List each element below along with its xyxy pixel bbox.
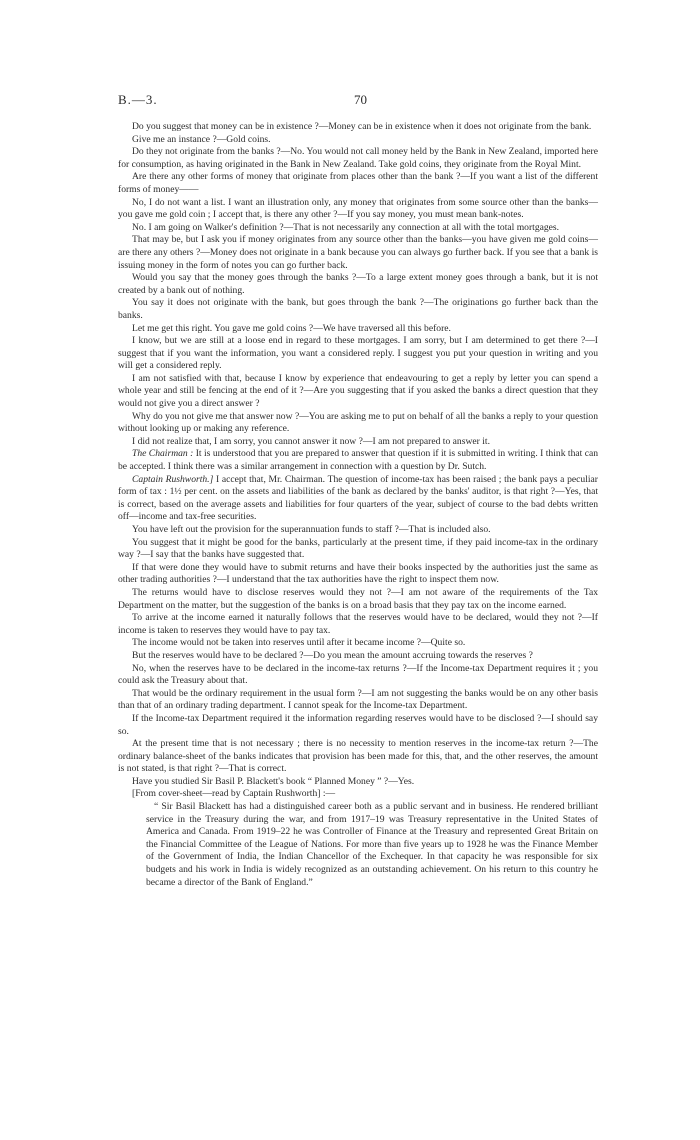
paragraph: No, I do not want a list. I want an illustration only, any money that originates from some source other than the banks—you gave me gold coin ; I accept that, is there any other ?—If you say money, you must mean bank-notes. [118, 196, 598, 221]
paragraph: To arrive at the income earned it naturally follows that the reserves would have to be declared, would they not ?—If income is taken to reserves they would have to pay tax. [118, 612, 598, 636]
paragraph: Are there any other forms of money that originate from places other than the bank ?—If you want a list of the different forms of money—— [118, 171, 598, 195]
document-body [118, 121, 598, 889]
paragraph-text: I accept that, Mr. Chairman. The question of income-tax has been raised ; the bank pays a peculiar form of tax : 1½ per cent. on the assets and liabilities of the bank as declared by the banks' auditor, is that right ?—Yes, that is correct, based on the average assets and liabilities for four quarters of the year, subject of course to the bad debts written off—income and tax-free securities. [118, 473, 598, 523]
paragraph: Do they not originate from the banks ?—No. You would not call money held by the Bank in New Zealand, imported here for consumption, as having originated in the Bank in New Zealand. Take gold coins, they originate from the Royal Mint. [118, 146, 598, 170]
page-number: 70 [354, 92, 367, 107]
paragraph: You have left out the provision for the superannuation funds to staff ?—That is included also. [132, 524, 491, 535]
paragraph: The income would not be taken into reserves until after it became income ?—Quite so. [132, 637, 466, 649]
paragraph: If that were done they would have to submit returns and have their books inspected by the authorities just the same as other trading authorities ?—I understand that the tax authorities have the right to inspect them now. [118, 561, 598, 586]
paragraph: I did not realize that, I am sorry, you cannot answer it now ?—I am not prepared to answer it. [132, 435, 490, 447]
paragraph: No, when the reserves have to be declared in the income-tax returns ?—If the Income-tax Department requires it ; you could ask the Treasury about that. [118, 662, 598, 687]
paragraph: You say it does not originate with the bank, but goes through the bank ?—The originations go further back than the banks. [118, 297, 598, 321]
paragraph: Have you studied Sir Basil P. Blackett's book “ Planned Money ” ?—Yes. [132, 775, 415, 787]
paragraph: [From cover-sheet—read by Captain Rushworth] :— [132, 788, 336, 800]
paragraph: You suggest that it might be good for the banks, particularly at the present time, if they paid income-tax in the ordinary way ?—I say that the banks have suggested that. [118, 536, 598, 561]
paragraph: Let me get this right. You gave me gold coins ?—We have traversed all this before. [132, 322, 451, 334]
paragraph-text: It is understood that you are prepared to answer that question if it is submitted in writing. I think that can be accepted. I think there was a similar arrangement in connection with a question by Dr. Sutch. [118, 448, 599, 473]
paragraph: That may be, but I ask you if money originates from any source other than the banks—you have given me gold coins—are there any others ?—Money does not originate in a bank because you can always go further back. If you see that a bank is issuing money in the form of notes you can go further back. [118, 234, 598, 271]
paragraph: The returns would have to disclose reserves would they not ?—I am not aware of the requirements of the Tax Department on the matter, but the suggestion of the banks is on a broad basis that they pay tax on the income earned. [118, 586, 598, 611]
paragraph: Give me an instance ?—Gold coins. [132, 133, 271, 145]
paragraph-chairman [118, 448, 598, 473]
paragraph: I am not satisfied with that, because I know by experience that endeavouring to get a reply by letter you can spend a whole year and still be fencing at the end of it ?—Are you suggesting that if you asked the banks a direct question that they would not give you a direct answer ? [118, 372, 598, 410]
paragraph: No. I am going on Walker's definition ?—That is not necessarily any connection at all with the total mortgages. [132, 221, 560, 233]
paragraph: That would be the ordinary requirement in the usual form ?—I am not suggesting the banks would be on any other basis than that of an ordinary trading department. I cannot speak for the Income-tax Department. [118, 687, 598, 712]
paragraph-rushworth [118, 474, 598, 524]
quoted-passage: “ Sir Basil Blackett has had a distinguished career both as a public servant and in business. He rendered brilliant service in the Treasury during the war, and from 1917–19 was Treasury representative in the United States of America and Canada. From 1919–22 he was Controller of Finance at the Treasury and represented Great Britain on the Financial Committee of the League of Nations. For more than five years up to 1928 he was the Finance Member of the Government of India, the Indian Chancellor of the Exchequer. In that capacity he was responsible for six budgets and his work in India is widely recognized as an outstanding achievement. On his return to this country he became a director of the Bank of England.” [146, 801, 598, 888]
paragraph: I know, but we are still at a loose end in regard to these mortgages. I am sorry, but I am determined to get there ?—I suggest that if you want the information, you want a considered reply. I suggest you put your question in writing and you will get a considered reply. [118, 335, 598, 372]
document-reference: B.—3. [118, 92, 158, 107]
speaker-label: The Chairman : [132, 448, 194, 460]
paragraph: But the reserves would have to be declared ?—Do you mean the amount accruing towards the reserves ? [132, 649, 533, 661]
paragraph: Would you say that the money goes through the banks ?—To a large extent money goes through a bank, but it is not created by a bank out of nothing. [118, 272, 598, 296]
paragraph: If the Income-tax Department required it the information regarding reserves would have to be disclosed ?—I should say so. [118, 712, 598, 737]
speaker-label: Captain Rushworth.] [132, 473, 214, 485]
paragraph: At the present time that is not necessary ; there is no necessity to mention reserves in the income-tax return ?—The ordinary balance-sheet of the banks indicates that provision has been made for this, that, and the other reserves, the amount is not stated, is that right ?—That is correct. [118, 738, 598, 775]
paragraph: Why do you not give me that answer now ?—You are asking me to put on behalf of all the banks a reply to your question without looking up or making any reference. [118, 410, 598, 435]
paragraph: Do you suggest that money can be in existence ?—Money can be in existence when it does not originate from the bank. [132, 121, 592, 132]
page-header [118, 92, 588, 108]
